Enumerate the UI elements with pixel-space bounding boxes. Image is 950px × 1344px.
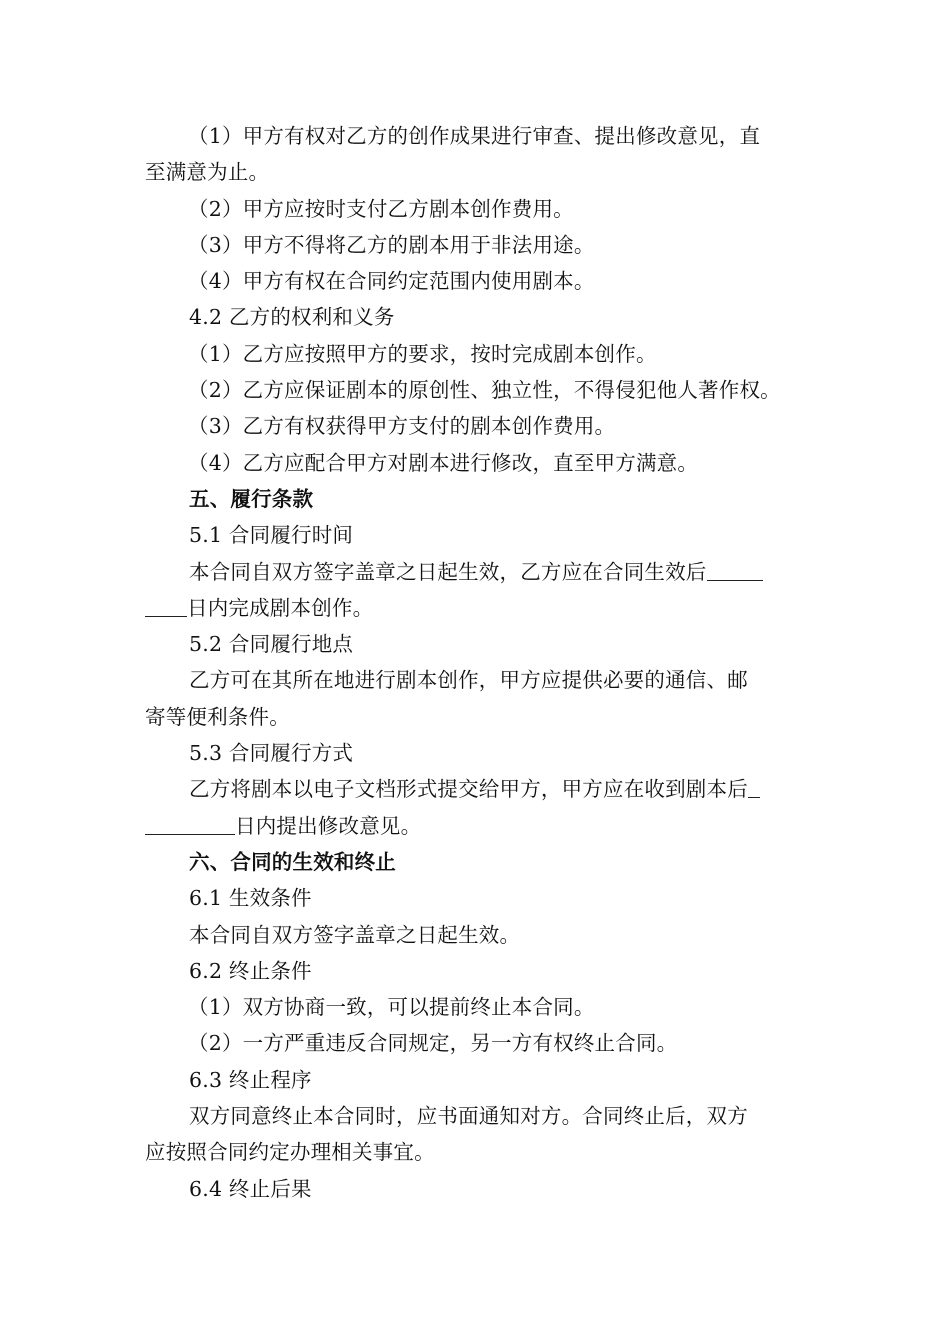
clause-4-2-1: [145, 336, 820, 372]
subheading-6-1: [145, 880, 820, 916]
paragraph-5-2-continued: [145, 699, 820, 735]
subheading-text: 5.3 合同履行方式: [189, 741, 354, 766]
paragraph-text: （3）乙方有权获得甲方支付的剧本创作费用。: [188, 414, 616, 439]
subheading-text: 6.1 生效条件: [189, 886, 312, 911]
clause-4-1-2: [145, 191, 820, 227]
fill-in-blank: [145, 816, 235, 835]
subheading-5-3: [145, 735, 820, 771]
paragraph-text: （2）乙方应保证剧本的原创性、独立性，不得侵犯他人著作权。: [188, 378, 781, 403]
subheading-text: 6.4 终止后果: [189, 1176, 312, 1201]
clause-4-1-3: [145, 227, 820, 263]
clause-4-2-4: [145, 445, 820, 481]
subheading-text: 6.3 终止程序: [189, 1067, 312, 1092]
paragraph-text: （1）甲方有权对乙方的创作成果进行审查、提出修改意见，直: [188, 124, 761, 148]
paragraph-5-2: [145, 662, 820, 698]
paragraph-text: （1）乙方应按照甲方的要求，按时完成剧本创作。: [188, 341, 657, 366]
section-heading-5: [145, 481, 820, 517]
paragraph-text: （4）乙方应配合甲方对剧本进行修改，直至甲方满意。: [188, 450, 699, 475]
paragraph-text: （2）甲方应按时支付乙方剧本创作费用。: [188, 196, 574, 221]
section-heading-6: [145, 844, 820, 880]
subheading-4-2: [145, 299, 820, 335]
paragraph-6-3: [145, 1098, 820, 1134]
section-heading-text: 五、履行条款: [189, 486, 314, 511]
subheading-text: 5.1 合同履行时间: [189, 523, 354, 548]
paragraph-text: 应按照合同约定办理相关事宜。: [145, 1140, 435, 1165]
paragraph-text: （1）双方协商一致，可以提前终止本合同。: [188, 995, 595, 1020]
subheading-5-1: [145, 517, 820, 553]
clause-4-2-3: [145, 408, 820, 444]
paragraph-6-3-continued: [145, 1134, 820, 1170]
paragraph-text: 乙方将剧本以电子文档形式提交给甲方，甲方应在收到剧本后: [189, 777, 748, 802]
paragraph-text: 本合同自双方签字盖章之日起生效，乙方应在合同生效后: [189, 559, 707, 584]
paragraph-5-1-continued: [145, 590, 820, 626]
fill-in-blank: [145, 598, 187, 617]
paragraph-text: 乙方可在其所在地进行剧本创作，甲方应提供必要的通信、邮: [189, 668, 748, 693]
fill-in-blank: [707, 562, 763, 581]
paragraph-text: 日内完成剧本创作。: [187, 595, 374, 620]
subheading-6-4: [145, 1171, 820, 1207]
subheading-5-2: [145, 626, 820, 662]
paragraph-text: （4）甲方有权在合同约定范围内使用剧本。: [188, 269, 595, 294]
paragraph-text: （3）甲方不得将乙方的剧本用于非法用途。: [188, 232, 595, 257]
paragraph-text: 日内提出修改意见。: [235, 813, 422, 838]
document-body: [145, 118, 820, 1207]
subheading-6-3: [145, 1062, 820, 1098]
paragraph-6-1: [145, 917, 820, 953]
clause-4-2-2: [145, 372, 820, 408]
paragraph-text: （2）一方严重违反合同规定，另一方有权终止合同。: [188, 1031, 678, 1056]
clause-6-2-2: [145, 1025, 820, 1061]
paragraph-text: 至满意为止。: [145, 160, 270, 185]
subheading-6-2: [145, 953, 820, 989]
clause-6-2-1: [145, 989, 820, 1025]
subheading-text: 6.2 终止条件: [189, 958, 312, 983]
paragraph-5-3: [145, 771, 820, 807]
clause-4-1-1: [145, 118, 820, 154]
clause-4-1-1-continued: [145, 154, 820, 190]
subheading-text: 4.2 乙方的权利和义务: [189, 305, 395, 330]
paragraph-text: 双方同意终止本合同时，应书面通知对方。合同终止后，双方: [189, 1104, 748, 1129]
section-heading-text: 六、合同的生效和终止: [189, 849, 396, 874]
paragraph-text: 本合同自双方签字盖章之日起生效。: [189, 922, 521, 947]
paragraph-5-1: [145, 554, 820, 590]
clause-4-1-4: [145, 263, 820, 299]
subheading-text: 5.2 合同履行地点: [189, 632, 354, 657]
fill-in-blank: [748, 779, 760, 798]
paragraph-5-3-continued: [145, 808, 820, 844]
paragraph-text: 寄等便利条件。: [145, 704, 290, 729]
